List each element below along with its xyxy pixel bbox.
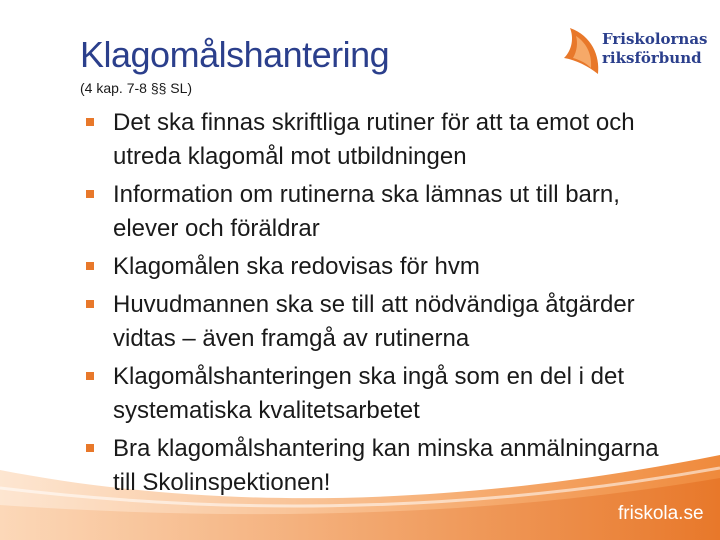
square-bullet-icon	[86, 262, 94, 270]
bullet-list	[84, 106, 684, 504]
square-bullet-icon	[86, 444, 94, 452]
slide-subtitle: (4 kap. 7-8 §§ SL)	[80, 80, 193, 96]
square-bullet-icon	[86, 118, 94, 126]
bullet-item	[84, 432, 684, 500]
slide-title: Klagomålshantering	[80, 34, 390, 75]
logo	[562, 26, 708, 78]
bullet-item	[84, 360, 684, 428]
footer-site-url: friskola.se	[618, 503, 704, 524]
bullet-text: Bra klagomålshantering kan minska anmälningarna till Skolinspektionen!	[113, 435, 659, 496]
logo-line1: Friskolornas	[602, 30, 708, 48]
logo-text	[602, 30, 708, 68]
bullet-text: Klagomålen ska redovisas för hvm	[113, 253, 480, 280]
bullet-item	[84, 106, 684, 174]
bullet-item	[84, 178, 684, 246]
bullet-text: Information om rutinerna ska lämnas ut till barn, elever och föräldrar	[113, 181, 620, 242]
bullet-text: Det ska finnas skriftliga rutiner för att ta emot och utreda klagomål mot utbildningen	[113, 109, 635, 170]
bullet-text: Huvudmannen ska se till att nödvändiga åtgärder vidtas – även framgå av rutinerna	[113, 291, 635, 352]
bullet-item	[84, 288, 684, 356]
square-bullet-icon	[86, 190, 94, 198]
square-bullet-icon	[86, 372, 94, 380]
sail-logo-icon	[562, 26, 604, 78]
square-bullet-icon	[86, 300, 94, 308]
bullet-text: Klagomålshanteringen ska ingå som en del i det systematiska kvalitetsarbetet	[113, 363, 624, 424]
logo-line2: riksförbund	[602, 49, 702, 67]
bullet-item	[84, 250, 684, 284]
